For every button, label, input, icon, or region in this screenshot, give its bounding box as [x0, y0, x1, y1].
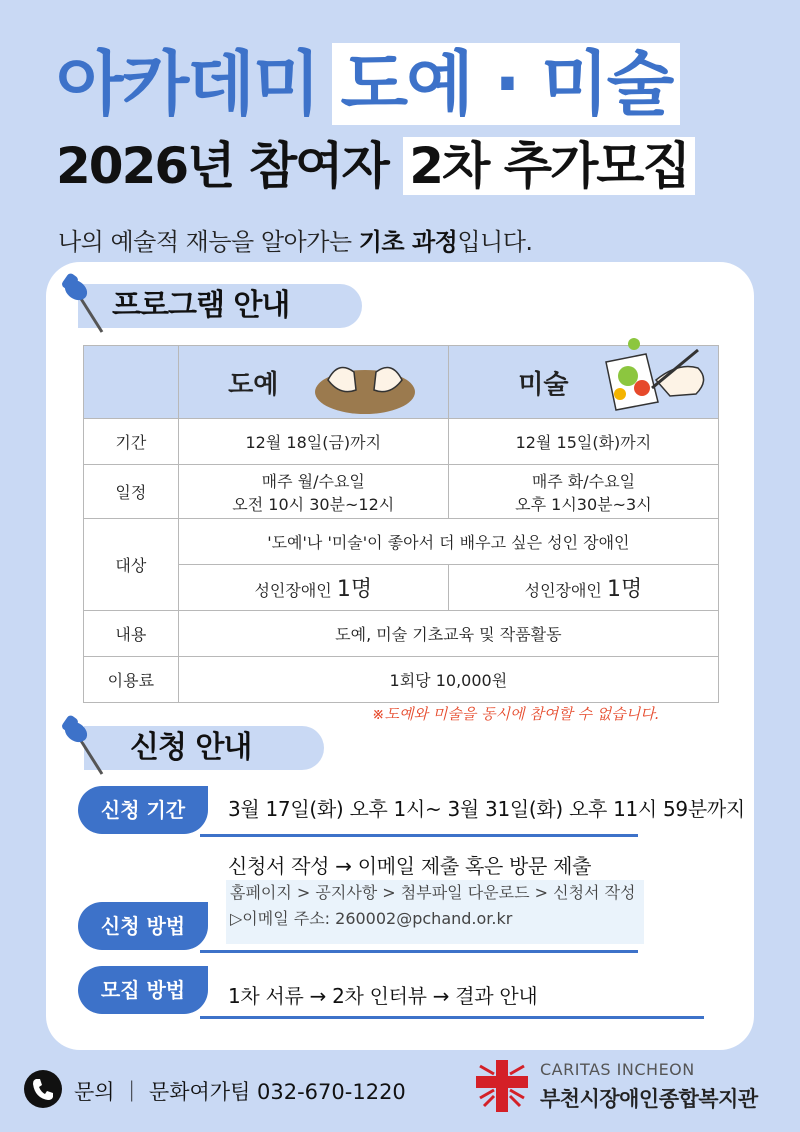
period-ceramics: 12월 18일(금)까지 — [178, 419, 448, 465]
title-line-2 — [56, 126, 695, 198]
recruit-method-label: 모집 방법 — [78, 966, 208, 1014]
contact-info: 문의 ｜ 문화여가팀 032-670-1220 — [74, 1080, 406, 1104]
title-recruit: 2차 추가모집 — [403, 137, 695, 195]
table-header-ceramics — [178, 346, 448, 419]
subtitle — [58, 222, 533, 257]
table-row-period — [84, 419, 719, 465]
apply-method-value: 신청서 작성 → 이메일 제출 혹은 방문 제출 — [228, 854, 592, 878]
underline — [200, 834, 638, 837]
apply-period-label: 신청 기간 — [78, 786, 208, 834]
program-table — [83, 345, 719, 703]
schedule-art-time: 오후 1시30분~3시 — [515, 494, 652, 514]
period-art: 12월 15일(화)까지 — [448, 419, 718, 465]
table-header-row — [84, 346, 719, 419]
target-ceramics-count: 1명 — [336, 577, 373, 602]
apply-heading-text: 신청 안내 — [130, 730, 252, 765]
ceramics-label: 도예 — [228, 369, 279, 400]
table-row-target — [84, 519, 719, 565]
title-line-1 — [56, 28, 680, 129]
content-label: 내용 — [84, 611, 179, 657]
apply-method-steps: 홈페이지 > 공지사항 > 첨부파일 다운로드 > 신청서 작성 — [230, 883, 636, 902]
clay-hands-icon — [310, 350, 420, 416]
apply-method-detail-box — [226, 880, 644, 944]
table-row-schedule — [84, 465, 719, 519]
program-heading-text: 프로그램 안내 — [112, 288, 290, 323]
underline — [200, 1016, 704, 1019]
schedule-art-days: 매주 화/수요일 — [531, 471, 636, 491]
apply-heading — [84, 726, 324, 770]
schedule-ceramics — [178, 465, 448, 519]
title-year-participants: 2026년 참여자 — [56, 137, 388, 195]
target-ceramics — [178, 565, 448, 611]
table-row-fee — [84, 657, 719, 703]
period-label: 기간 — [84, 419, 179, 465]
table-header-art — [448, 346, 718, 419]
recruit-method-value: 1차 서류 → 2차 인터뷰 → 결과 안내 — [228, 984, 538, 1008]
schedule-ceramics-time: 오전 10시 30분~12시 — [232, 494, 395, 514]
apply-period-value: 3월 17일(화) 오후 1시~ 3월 31일(화) 오후 11시 59분까지 — [228, 797, 745, 821]
pin-icon — [60, 712, 110, 778]
subtitle-text: 나의 예술적 재능을 알아가는 — [58, 228, 359, 256]
table-row-content — [84, 611, 719, 657]
title-ceramics-art: 도예 · 미술 — [332, 43, 680, 125]
apply-email: ▷이메일 주소: 260002@pchand.or.kr — [230, 909, 513, 928]
participation-note: ※도예와 미술을 동시에 참여할 수 없습니다. — [372, 705, 660, 723]
pin-icon — [60, 270, 110, 336]
table-row-target-count — [84, 565, 719, 611]
apply-method-label: 신청 방법 — [78, 902, 208, 950]
subtitle-end: 입니다. — [457, 228, 533, 256]
schedule-label: 일정 — [84, 465, 179, 519]
schedule-art — [448, 465, 718, 519]
fee-value: 1회당 10,000원 — [178, 657, 718, 703]
fee-label: 이용료 — [84, 657, 179, 703]
title-academy: 아카데미 — [56, 43, 319, 125]
target-art — [448, 565, 718, 611]
caritas-logo-icon — [474, 1058, 530, 1114]
target-label: 대상 — [84, 519, 179, 611]
target-ceramics-prefix: 성인장애인 — [254, 581, 337, 600]
table-header-blank — [84, 346, 179, 419]
underline — [200, 950, 638, 953]
target-art-count: 1명 — [606, 577, 643, 602]
phone-icon — [24, 1070, 62, 1108]
program-heading — [78, 284, 362, 328]
target-art-prefix: 성인장애인 — [524, 581, 607, 600]
schedule-ceramics-days: 매주 월/수요일 — [261, 471, 365, 491]
painting-hand-icon — [586, 332, 716, 418]
art-label: 미술 — [518, 369, 569, 400]
content-value: 도예, 미술 기초교육 및 작품활동 — [178, 611, 718, 657]
org-name-kr: 부천시장애인종합복지관 — [540, 1087, 758, 1111]
subtitle-bold: 기초 과정 — [358, 228, 458, 256]
org-name-en: CARITAS INCHEON — [540, 1060, 695, 1079]
target-description: '도예'나 '미술'이 좋아서 더 배우고 싶은 성인 장애인 — [178, 519, 718, 565]
